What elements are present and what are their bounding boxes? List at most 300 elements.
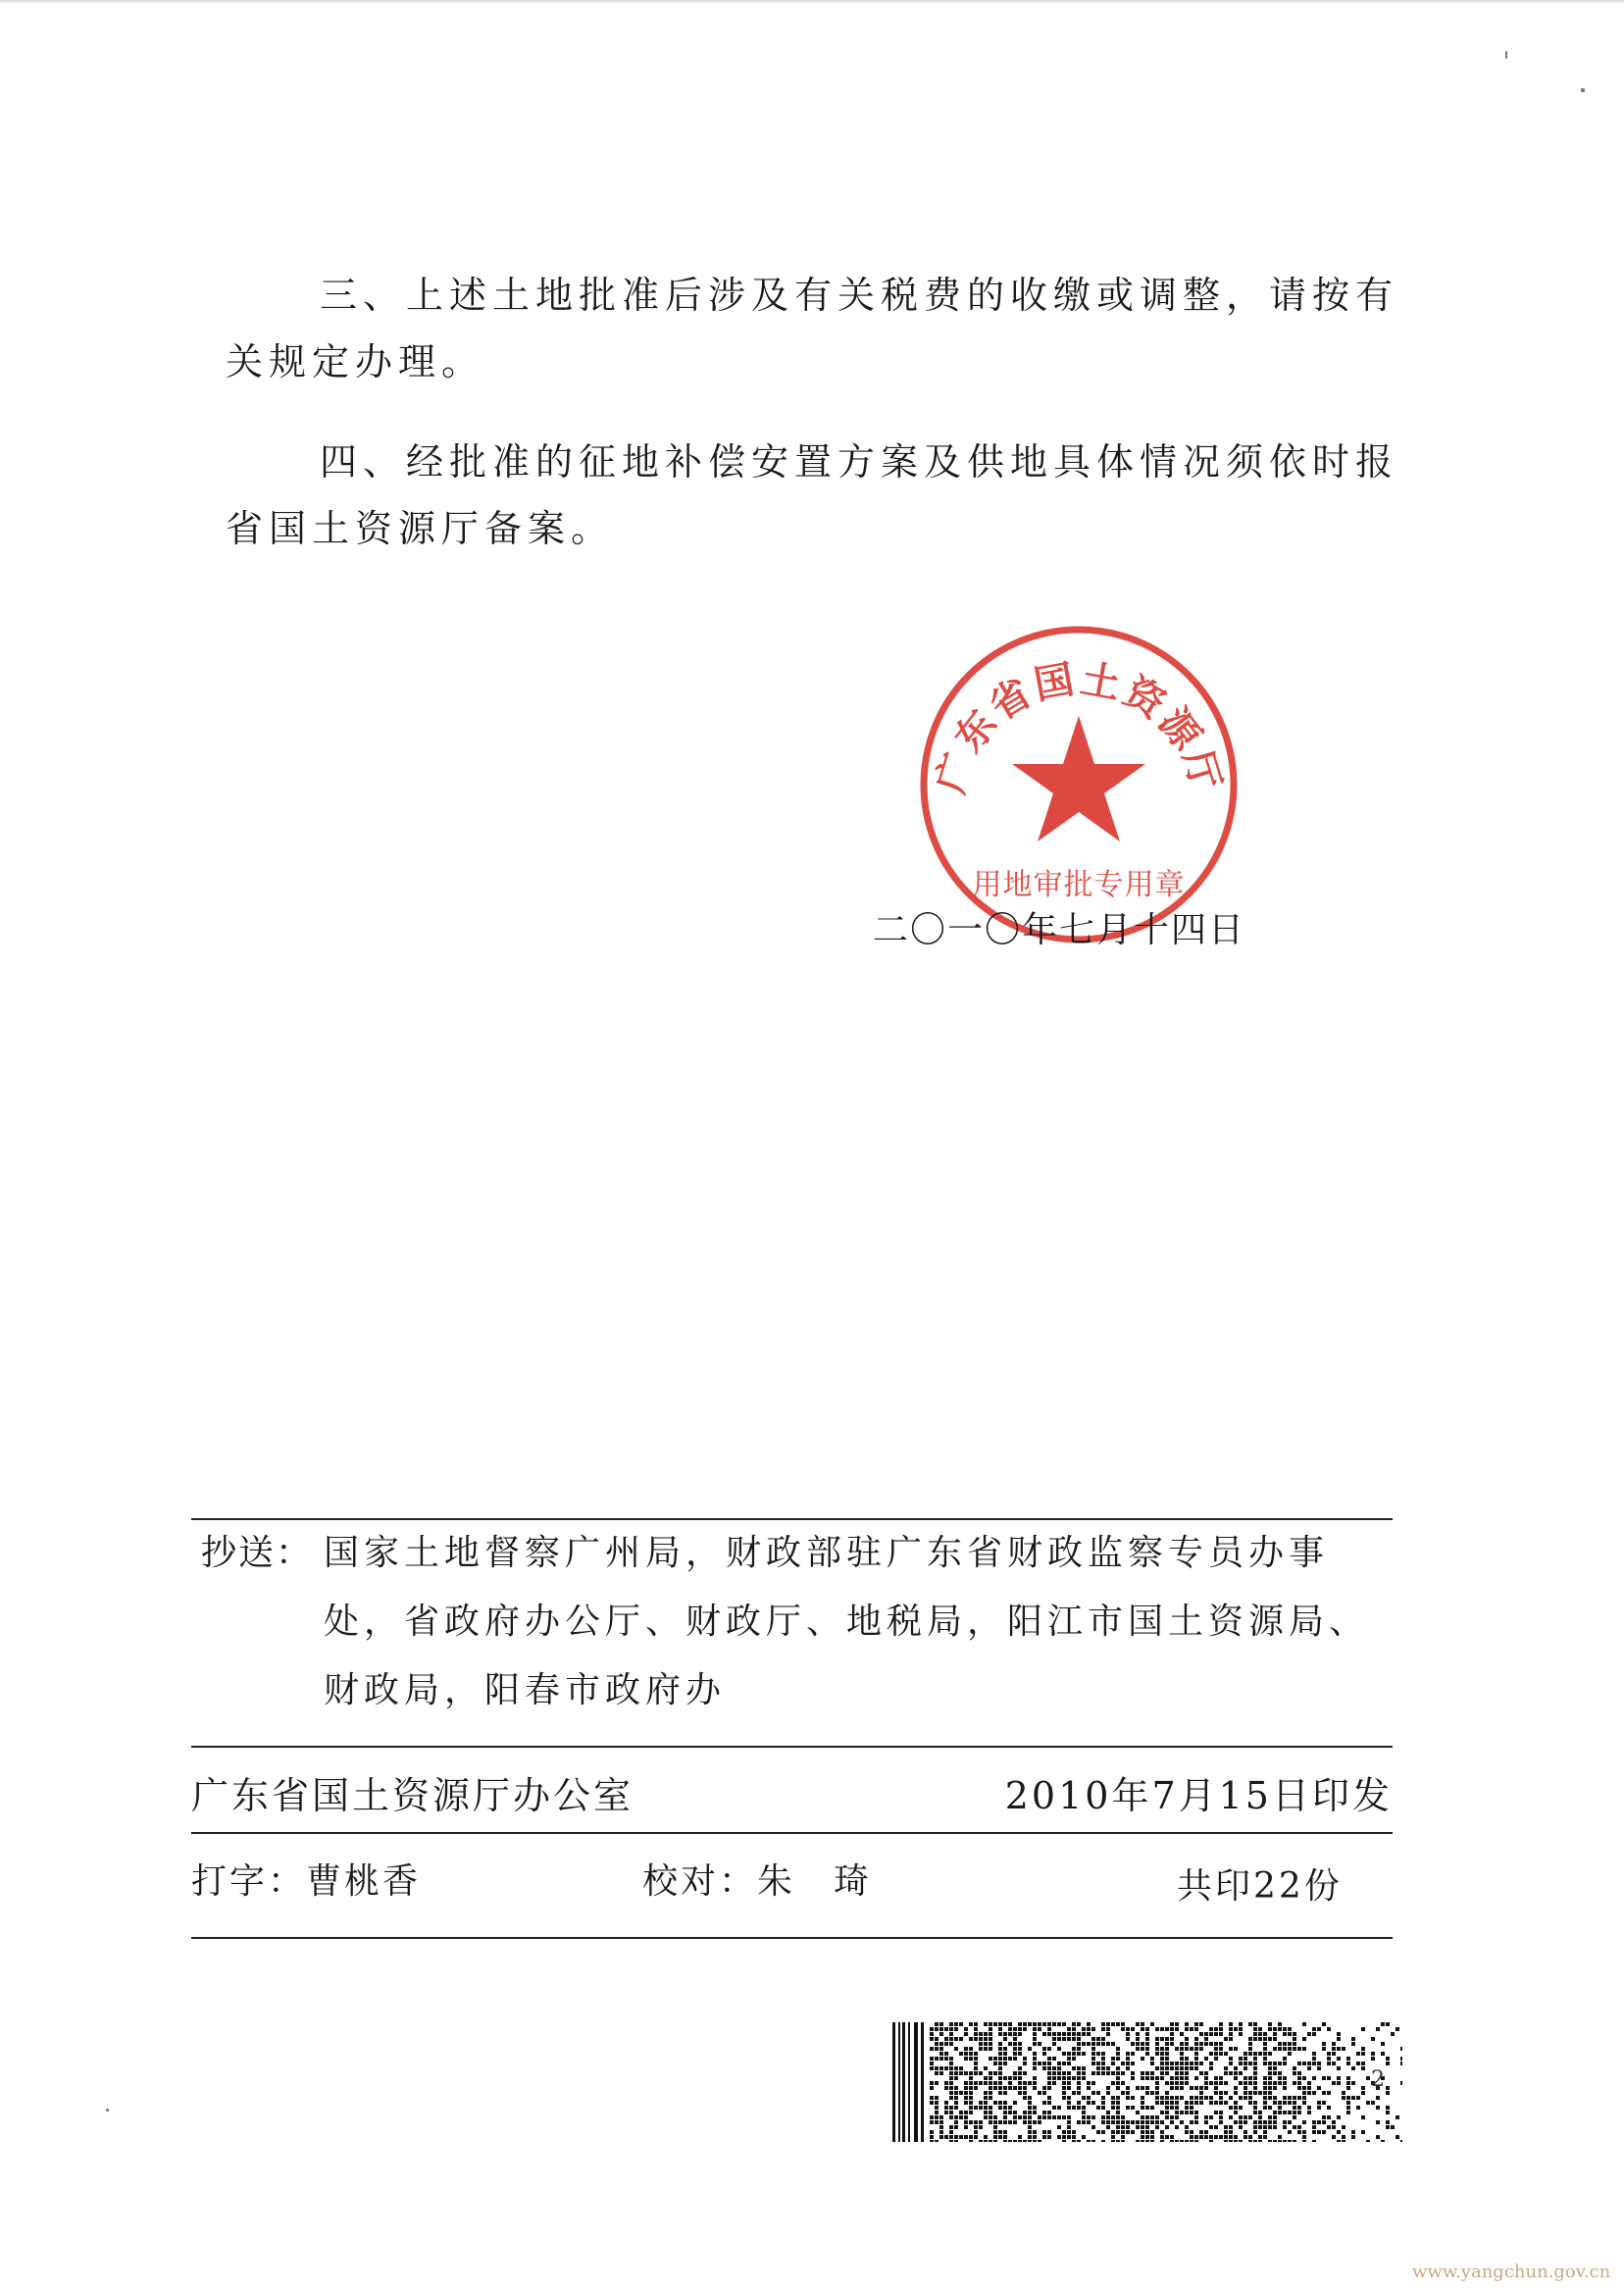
barcode-module	[1096, 2066, 1100, 2070]
barcode-module	[1278, 2027, 1282, 2031]
barcode-module	[974, 2120, 978, 2124]
barcode-module	[1209, 2135, 1213, 2139]
barcode-module	[1101, 2022, 1105, 2026]
barcode-module	[935, 2057, 939, 2061]
barcode-module	[1248, 2115, 1252, 2119]
barcode-module	[1258, 2125, 1262, 2129]
barcode-module	[1288, 2047, 1292, 2051]
seal-top-text: 广东省国土资源厅	[927, 655, 1231, 799]
barcode-module	[959, 2022, 963, 2026]
barcode-module	[974, 2057, 978, 2061]
barcode-module	[949, 2032, 953, 2036]
barcode-module	[1312, 2052, 1316, 2056]
barcode-module	[1057, 2115, 1061, 2119]
barcode-module	[1077, 2022, 1081, 2026]
barcode-module	[1042, 2101, 1046, 2105]
barcode-module	[1268, 2115, 1272, 2119]
barcode-module	[1057, 2076, 1061, 2080]
barcode-module	[1121, 2091, 1125, 2095]
barcode-module	[1243, 2081, 1247, 2085]
barcode-module	[1214, 2091, 1218, 2095]
barcode-module	[1332, 2062, 1336, 2065]
barcode-module	[1033, 2086, 1037, 2090]
barcode-module	[1386, 2086, 1390, 2090]
barcode-module	[1297, 2047, 1301, 2051]
barcode-module	[1194, 2022, 1198, 2026]
barcode-module	[939, 2042, 943, 2046]
barcode-module	[1312, 2057, 1316, 2061]
barcode-module	[1091, 2091, 1095, 2095]
barcode-module	[1057, 2037, 1061, 2041]
barcode-module	[949, 2115, 953, 2119]
barcode-module	[1126, 2062, 1130, 2065]
barcode-module	[989, 2140, 992, 2142]
barcode-module	[1253, 2052, 1257, 2056]
barcode-module	[1038, 2120, 1041, 2124]
barcode-module	[1258, 2032, 1262, 2036]
barcode-module	[1204, 2115, 1208, 2119]
barcode-module	[974, 2071, 978, 2075]
barcode-module	[1077, 2047, 1081, 2051]
barcode-module	[984, 2022, 988, 2026]
barcode-module	[1160, 2140, 1164, 2142]
barcode-module	[1273, 2125, 1277, 2129]
barcode-module	[1283, 2042, 1287, 2046]
barcode-module	[1258, 2135, 1262, 2139]
scan-speck	[1505, 51, 1507, 59]
barcode-module	[1248, 2135, 1252, 2139]
barcode-module	[939, 2022, 943, 2026]
paragraph-3-line-2: 关规定办理。	[226, 340, 485, 383]
barcode-module	[1219, 2096, 1223, 2100]
paragraph-4-line-2: 省国土资源厅备案。	[226, 507, 615, 550]
typist: 打字：曹桃香	[191, 1861, 422, 1902]
barcode-module	[1180, 2047, 1184, 2051]
barcode-module	[935, 2081, 939, 2085]
barcode-module	[1116, 2076, 1120, 2080]
barcode-module	[1033, 2130, 1037, 2134]
barcode-module	[930, 2062, 934, 2065]
barcode-module	[1278, 2101, 1282, 2105]
barcode-module	[1268, 2125, 1272, 2129]
barcode-module	[1052, 2115, 1056, 2119]
barcode-module	[1101, 2066, 1105, 2070]
barcode-module	[1028, 2101, 1032, 2105]
barcode-module	[1248, 2022, 1252, 2026]
barcode-module	[1229, 2047, 1233, 2051]
barcode-module	[1337, 2081, 1341, 2085]
barcode-module	[1253, 2125, 1257, 2129]
barcode-module	[1327, 2027, 1331, 2031]
barcode-module	[1141, 2086, 1144, 2090]
barcode-module	[1263, 2130, 1267, 2134]
barcode-module	[1023, 2111, 1027, 2114]
barcode-module	[979, 2071, 983, 2075]
barcode-module	[1003, 2047, 1007, 2051]
barcode-module	[935, 2037, 939, 2041]
barcode-module	[1052, 2076, 1056, 2080]
barcode-module	[1150, 2140, 1154, 2142]
barcode-module	[1209, 2115, 1213, 2119]
barcode-module	[1239, 2062, 1243, 2065]
barcode-module	[1194, 2066, 1198, 2070]
barcode-module	[1141, 2101, 1144, 2105]
barcode-module	[1062, 2096, 1066, 2100]
barcode-module	[1101, 2115, 1105, 2119]
barcode-module	[1302, 2076, 1306, 2080]
barcode-module	[1141, 2027, 1144, 2031]
barcode-module	[1234, 2066, 1238, 2070]
barcode-module	[1028, 2106, 1032, 2110]
barcode-module	[1121, 2071, 1125, 2075]
barcode-module	[1126, 2091, 1130, 2095]
barcode-module	[1219, 2091, 1223, 2095]
barcode-module	[1003, 2101, 1007, 2105]
barcode-module	[984, 2115, 988, 2119]
barcode-module	[1234, 2071, 1238, 2075]
barcode-module	[1268, 2076, 1272, 2080]
barcode-module	[1038, 2042, 1041, 2046]
barcode-module	[1145, 2042, 1149, 2046]
barcode-module	[1042, 2052, 1046, 2056]
barcode-module	[1224, 2071, 1228, 2075]
barcode-module	[1297, 2076, 1301, 2080]
barcode-module	[1332, 2042, 1336, 2046]
barcode-module	[1322, 2115, 1326, 2119]
barcode-module	[1239, 2096, 1243, 2100]
barcode-module	[1150, 2091, 1154, 2095]
barcode-module	[1381, 2052, 1385, 2056]
barcode-module	[1258, 2037, 1262, 2041]
barcode-module	[1224, 2081, 1228, 2085]
barcode-module	[1204, 2032, 1208, 2036]
barcode-module	[1057, 2062, 1061, 2065]
barcode-module	[1175, 2027, 1179, 2031]
barcode-module	[1293, 2047, 1296, 2051]
barcode-module	[1190, 2120, 1193, 2124]
barcode-module	[1229, 2032, 1233, 2036]
barcode-module	[1396, 2115, 1399, 2119]
barcode-module	[998, 2032, 1002, 2036]
barcode-module	[1190, 2027, 1193, 2031]
barcode-module	[1307, 2091, 1311, 2095]
barcode-module	[1209, 2081, 1213, 2085]
barcode-module	[1087, 2022, 1091, 2026]
barcode-module	[989, 2042, 992, 2046]
barcode-module	[930, 2120, 934, 2124]
barcode-module	[1371, 2101, 1375, 2105]
barcode-module	[1248, 2052, 1252, 2056]
barcode-module	[1126, 2037, 1130, 2041]
barcode-module	[998, 2101, 1002, 2105]
barcode-module	[1342, 2091, 1345, 2095]
barcode-module	[1185, 2047, 1189, 2051]
barcode-module	[1268, 2081, 1272, 2085]
barcode-module	[1013, 2027, 1017, 2031]
barcode-module	[1057, 2106, 1061, 2110]
barcode-module	[1278, 2106, 1282, 2110]
barcode-module	[1253, 2120, 1257, 2124]
barcode-module	[1160, 2111, 1164, 2114]
barcode-module	[964, 2125, 968, 2129]
barcode-module	[1008, 2140, 1012, 2142]
barcode-module	[1273, 2140, 1277, 2142]
barcode-module	[1160, 2071, 1164, 2075]
barcode-module	[1131, 2106, 1135, 2110]
barcode-module	[1199, 2062, 1203, 2065]
barcode-module	[1038, 2115, 1041, 2119]
barcode-module	[979, 2047, 983, 2051]
barcode-module	[1253, 2101, 1257, 2105]
barcode-module	[1273, 2047, 1277, 2051]
barcode-module	[1400, 2140, 1402, 2142]
barcode-module	[998, 2062, 1002, 2065]
barcode-module	[1219, 2047, 1223, 2051]
barcode-module	[1248, 2037, 1252, 2041]
barcode-module	[1145, 2027, 1149, 2031]
barcode-module	[935, 2111, 939, 2114]
barcode-module	[964, 2115, 968, 2119]
barcode-module	[1121, 2027, 1125, 2031]
barcode-module	[1288, 2140, 1292, 2142]
barcode-module	[1003, 2022, 1007, 2026]
barcode-module	[1283, 2101, 1287, 2105]
barcode-module	[1111, 2130, 1115, 2134]
barcode-module	[1219, 2120, 1223, 2124]
barcode-module	[1278, 2047, 1282, 2051]
barcode-module	[1155, 2096, 1159, 2100]
barcode-module	[1111, 2071, 1115, 2075]
barcode-module	[998, 2076, 1002, 2080]
barcode-module	[1302, 2135, 1306, 2139]
barcode-module	[1091, 2062, 1095, 2065]
barcode-module	[1332, 2081, 1336, 2085]
barcode-module	[1361, 2062, 1365, 2065]
barcode-module	[1003, 2052, 1007, 2056]
barcode-module	[1239, 2081, 1243, 2085]
barcode-module	[935, 2042, 939, 2046]
barcode-module	[1253, 2076, 1257, 2080]
barcode-module	[1293, 2115, 1296, 2119]
barcode-module	[1141, 2057, 1144, 2061]
barcode-module	[1337, 2047, 1341, 2051]
barcode-module	[1170, 2042, 1174, 2046]
barcode-module	[1194, 2037, 1198, 2041]
barcode-module	[1229, 2125, 1233, 2129]
barcode-module	[954, 2071, 958, 2075]
barcode-module	[1087, 2081, 1091, 2085]
barcode-module	[1101, 2140, 1105, 2142]
barcode-module	[1386, 2111, 1390, 2114]
barcode-module	[935, 2101, 939, 2105]
barcode-module	[1126, 2106, 1130, 2110]
barcode-module	[1209, 2042, 1213, 2046]
barcode-module	[1361, 2027, 1365, 2031]
barcode-module	[1077, 2071, 1081, 2075]
barcode-module	[1106, 2066, 1110, 2070]
barcode-module	[964, 2047, 968, 2051]
barcode-module	[1091, 2140, 1095, 2142]
barcode-module	[1273, 2081, 1277, 2085]
barcode-module	[1131, 2042, 1135, 2046]
barcode-module	[1082, 2052, 1086, 2056]
barcode-module	[1023, 2091, 1027, 2095]
barcode-module	[1106, 2022, 1110, 2026]
barcode-module	[1268, 2071, 1272, 2075]
barcode-module	[1268, 2140, 1272, 2142]
barcode-module	[1077, 2052, 1081, 2056]
barcode-module	[1391, 2125, 1395, 2129]
barcode-module	[1317, 2106, 1321, 2110]
barcode-module	[1180, 2052, 1184, 2056]
barcode-module	[1185, 2111, 1189, 2114]
barcode-module	[989, 2057, 992, 2061]
barcode-module	[1288, 2042, 1292, 2046]
barcode-module	[1091, 2047, 1095, 2051]
barcode-module	[1302, 2062, 1306, 2065]
barcode-module	[1185, 2081, 1189, 2085]
barcode-module	[1165, 2027, 1169, 2031]
barcode-module	[1194, 2062, 1198, 2065]
barcode-module	[1199, 2022, 1203, 2026]
barcode-module	[1057, 2071, 1061, 2075]
barcode-module	[1082, 2071, 1086, 2075]
barcode-module	[1253, 2037, 1257, 2041]
barcode-module	[1116, 2096, 1120, 2100]
barcode-module	[1033, 2052, 1037, 2056]
barcode-module	[1126, 2086, 1130, 2090]
barcode-module	[1052, 2106, 1056, 2110]
barcode-module	[1091, 2052, 1095, 2056]
barcode-module	[1351, 2066, 1355, 2070]
barcode-module	[1224, 2140, 1228, 2142]
barcode-module	[989, 2037, 992, 2041]
barcode-module	[1190, 2130, 1193, 2134]
barcode-module	[1155, 2086, 1159, 2090]
barcode-module	[1052, 2042, 1056, 2046]
barcode-module	[1317, 2130, 1321, 2134]
barcode-module	[1214, 2111, 1218, 2114]
barcode-module	[1209, 2101, 1213, 2105]
barcode-module	[1204, 2042, 1208, 2046]
barcode-module	[1396, 2027, 1399, 2031]
barcode-module	[1219, 2052, 1223, 2056]
barcode-module	[1131, 2027, 1135, 2031]
barcode-module	[974, 2052, 978, 2056]
seal-bottom-text: 用地审批专用章	[972, 868, 1186, 902]
barcode-module	[1155, 2120, 1159, 2124]
barcode-module	[1337, 2057, 1341, 2061]
barcode-module	[1229, 2057, 1233, 2061]
barcode-module	[1175, 2125, 1179, 2129]
barcode-module	[1312, 2125, 1316, 2129]
barcode-module	[930, 2135, 934, 2139]
barcode-module	[1356, 2096, 1360, 2100]
barcode-module	[1297, 2086, 1301, 2090]
signing-date: 二〇一〇年七月十四日	[873, 910, 1246, 950]
barcode-module	[1136, 2022, 1140, 2026]
barcode-module	[1141, 2115, 1144, 2119]
barcode-module	[1165, 2057, 1169, 2061]
barcode-module	[1219, 2115, 1223, 2119]
barcode-module	[1190, 2135, 1193, 2139]
barcode-module	[1346, 2086, 1350, 2090]
barcode-module	[949, 2057, 953, 2061]
barcode-module	[1052, 2081, 1056, 2085]
barcode-module	[1008, 2081, 1012, 2085]
barcode-module	[1288, 2096, 1292, 2100]
barcode-module	[1003, 2032, 1007, 2036]
barcode-module	[1067, 2032, 1071, 2036]
barcode-module	[1278, 2135, 1282, 2139]
barcode-module	[993, 2081, 997, 2085]
barcode-module	[1160, 2101, 1164, 2105]
barcode-module	[1106, 2091, 1110, 2095]
barcode-module	[1091, 2057, 1095, 2061]
barcode-module	[939, 2120, 943, 2124]
barcode-module	[1190, 2096, 1193, 2100]
barcode-module	[989, 2076, 992, 2080]
barcode-module	[1288, 2120, 1292, 2124]
barcode-module	[1160, 2027, 1164, 2031]
barcode-module	[1204, 2081, 1208, 2085]
barcode-module	[1003, 2091, 1007, 2095]
barcode-module	[1136, 2125, 1140, 2129]
barcode-module	[1293, 2101, 1296, 2105]
barcode-module	[1008, 2076, 1012, 2080]
barcode-module	[1136, 2111, 1140, 2114]
barcode-module	[1214, 2042, 1218, 2046]
barcode-module	[1356, 2052, 1360, 2056]
barcode-module	[1038, 2027, 1041, 2031]
barcode-module	[1234, 2027, 1238, 2031]
barcode-module	[993, 2125, 997, 2129]
barcode-module	[1067, 2101, 1071, 2105]
barcode-module	[1190, 2086, 1193, 2090]
barcode-module	[1185, 2027, 1189, 2031]
barcode-module	[1322, 2101, 1326, 2105]
barcode-module	[1082, 2032, 1086, 2036]
barcode-module	[1165, 2037, 1169, 2041]
barcode-module	[1346, 2111, 1350, 2114]
barcode-module	[939, 2135, 943, 2139]
barcode-module	[1293, 2111, 1296, 2114]
barcode-module	[1101, 2101, 1105, 2105]
barcode-module	[1150, 2106, 1154, 2110]
barcode-module	[1239, 2106, 1243, 2110]
barcode-module	[1243, 2052, 1247, 2056]
barcode-module	[1185, 2042, 1189, 2046]
barcode-module	[1243, 2076, 1247, 2080]
barcode-module	[1023, 2096, 1027, 2100]
barcode-module	[1136, 2086, 1140, 2090]
barcode-module	[1248, 2140, 1252, 2142]
barcode-module	[1150, 2130, 1154, 2134]
barcode-module	[949, 2106, 953, 2110]
barcode-module	[1376, 2135, 1380, 2139]
barcode-module	[1194, 2111, 1198, 2114]
barcode-module	[1361, 2086, 1365, 2090]
barcode-module	[1170, 2022, 1174, 2026]
barcode-module	[1072, 2076, 1076, 2080]
barcode-module	[1307, 2062, 1311, 2065]
barcode-module	[944, 2027, 948, 2031]
barcode-module	[1018, 2027, 1022, 2031]
barcode-module	[1042, 2066, 1046, 2070]
barcode-module	[1248, 2042, 1252, 2046]
barcode-module	[1278, 2062, 1282, 2065]
barcode-module	[998, 2057, 1002, 2061]
